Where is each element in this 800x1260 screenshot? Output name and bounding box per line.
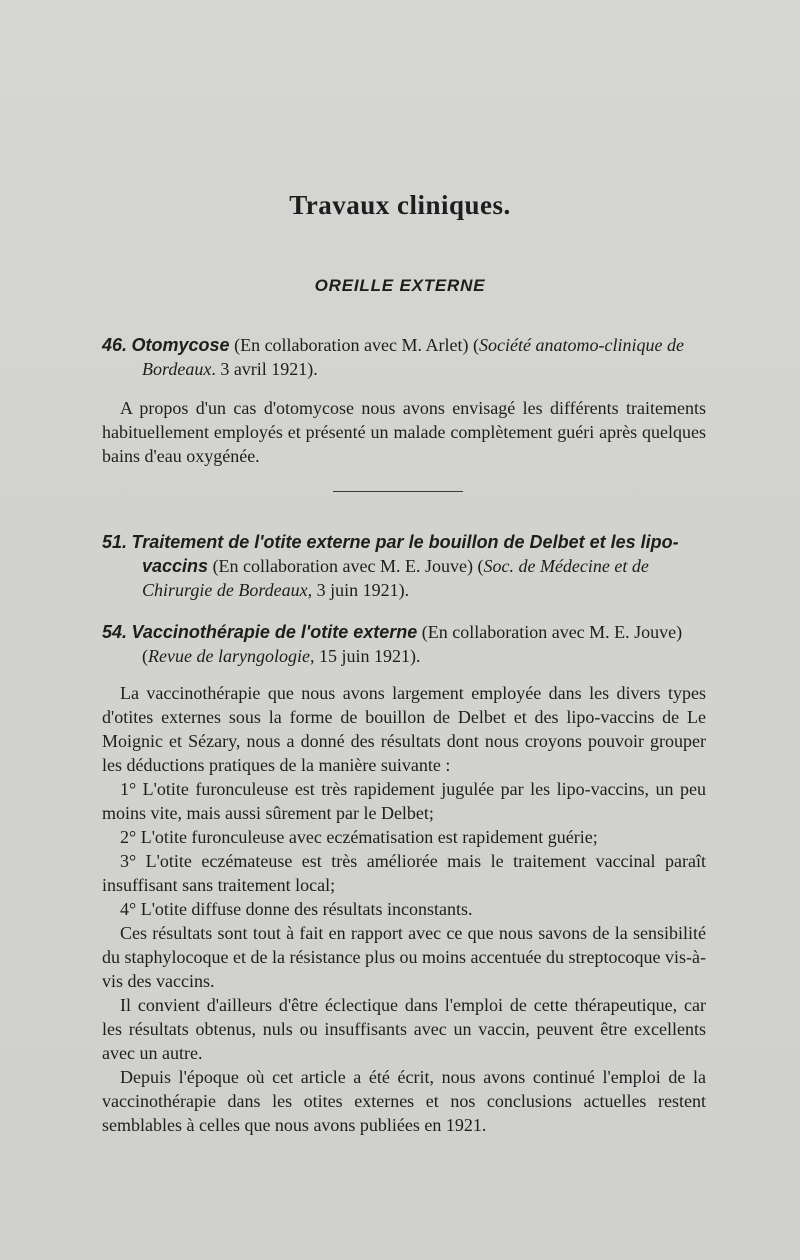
result-item-3: 3° L'otite eczémateuse est très améliorée mais le traitement vaccinal paraît insuffisant sans traitement local;: [102, 851, 706, 895]
entry-number: 51.: [102, 532, 128, 552]
separator-rule: [333, 491, 463, 492]
entry-title: Traitement de l'otite externe par le bouillon de Delbet et les lipo-vaccins: [131, 532, 679, 576]
result-item-2: 2° L'otite furonculeuse avec eczématisation est rapidement guérie;: [120, 827, 598, 847]
entry-46-abstract-block: [102, 396, 706, 468]
body-paragraph-2: Ces résultats sont tout à fait en rapport avec ce que nous savons de la sensibilité du staphylocoque et de la résistance plus ou moins accentuée du streptocoque vis-à-vis des vaccins.: [102, 923, 706, 991]
body-intro: La vaccinothérapie que nous avons largement employée dans les divers types d'otites externes sous la forme de bouillon de Delbet et des lipo-vaccins de Le Moignic et Sézary, nous a donné des résultats dont nous croyons pouvoir grouper les déductions pratiques de la manière suivante :: [102, 683, 706, 775]
entry-date: . 3 avril 1921).: [211, 359, 318, 379]
result-item-4: 4° L'otite diffuse donne des résultats inconstants.: [120, 899, 473, 919]
entry-source: Soc. de Médecine et de Chirurgie de Bordeaux,: [142, 556, 649, 600]
section-heading: OREILLE EXTERNE: [314, 276, 486, 295]
entry-54-body: [102, 681, 706, 1137]
result-item-1: 1° L'otite furonculeuse est très rapidement jugulée par les lipo-vaccins, un peu moins vite, mais aussi sûrement par le Delbet;: [102, 779, 706, 823]
entry-46-abstract: A propos d'un cas d'otomycose nous avons envisagé les différents traitements habituellement employés et présenté un malade complètement guéri après quelques bains d'eau oxygénée.: [102, 398, 706, 466]
entry-54: [102, 620, 706, 668]
body-paragraph-3: Il convient d'ailleurs d'être éclectique dans l'emploi de cette thérapeutique, car les résultats obtenus, nuls ou insuffisants avec un vaccin, peuvent être excellents avec un autre.: [102, 995, 706, 1063]
entry-date: 3 juin 1921).: [312, 580, 410, 600]
body-paragraph-4: Depuis l'époque où cet article a été écrit, nous avons continué l'emploi de la vaccinothérapie dans les otites externes et nos conclusions actuelles restent semblables à celles que nous avons publiées en 1921.: [102, 1067, 706, 1135]
entry-source: Société anatomo-clinique de Bordeaux: [142, 335, 684, 379]
page-title: Travaux cliniques.: [289, 190, 511, 220]
entry-collaboration: (En collaboration avec M. E. Jouve) (: [208, 556, 484, 576]
entry-source: Revue de laryngologie,: [148, 646, 315, 666]
entry-title: Otomycose: [131, 335, 230, 355]
entry-collaboration: (En collaboration avec M. Arlet) (: [229, 335, 479, 355]
entry-51: [102, 530, 706, 602]
entry-number: 46.: [102, 335, 128, 355]
entry-46: [102, 333, 706, 381]
entry-date: 15 juin 1921).: [314, 646, 421, 666]
entry-collaboration: (En collaboration avec M. E. Jouve) (: [142, 622, 683, 666]
entry-title: Vaccinothérapie de l'otite externe: [131, 622, 418, 642]
entry-number: 54.: [102, 622, 128, 642]
